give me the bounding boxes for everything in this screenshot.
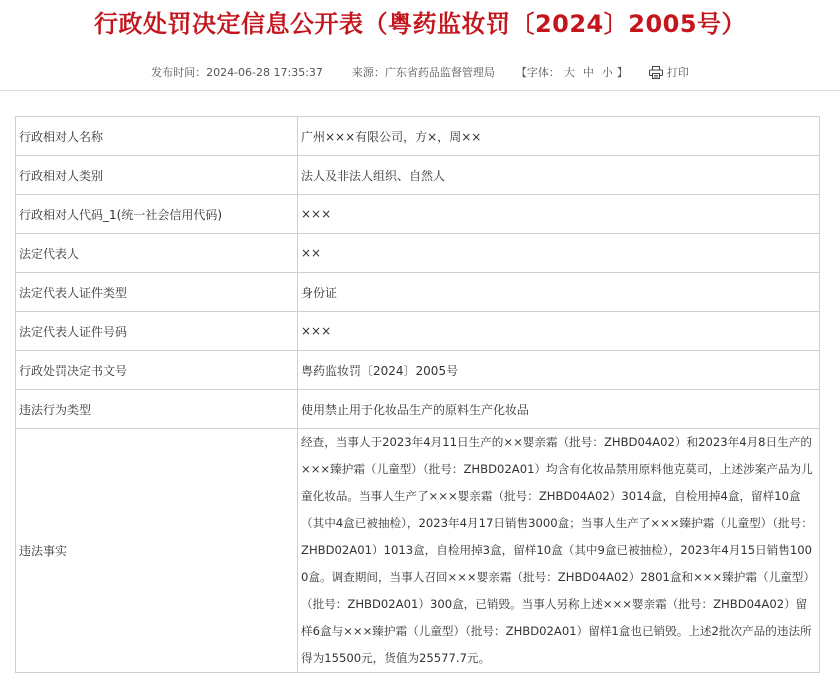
row-label: 行政相对人类别 [16,156,298,195]
font-size-small-button[interactable]: 小 [601,66,613,79]
row-value: ××× [298,312,820,351]
table-row [16,156,820,195]
penalty-info-table [15,116,820,673]
row-value: 使用禁止用于化妆品生产的原料生产化妆品 [298,390,820,429]
table-row [16,234,820,273]
printer-icon [649,66,663,79]
row-label: 法定代表人 [16,234,298,273]
source-value: 广东省药品监督管理局 [384,66,495,79]
row-value: 粤药监妆罚〔2024〕2005号 [298,351,820,390]
font-size-medium-button[interactable]: 中 [582,66,594,79]
table-row [16,351,820,390]
table-row [16,195,820,234]
page-title: 行政处罚决定信息公开表（粤药监妆罚〔2024〕2005号） [93,10,747,38]
table-row [16,117,820,156]
row-label: 违法事实 [16,429,298,673]
font-size-suffix: 】 [616,66,628,79]
row-label: 行政相对人名称 [16,117,298,156]
publish-time-label: 发布时间： [151,66,207,79]
table-row [16,390,820,429]
row-value: 经查，当事人于2023年4月11日生产的××婴亲霜（批号：ZHBD04A02）和2023年4月8日生产的×××臻护霜（儿童型）（批号：ZHBD02A01）均含有化妆品禁用原料他克莫司，上述涉案产品为儿童化妆品。当事人生产了×××婴亲霜（批号：ZHBD04A02）3014盒，自检用掉4盒，留样10盒（其中4盒已被抽检），2023年4月17日销售3000盒；当事人生产了×××臻护霜（儿童型）（批号：ZHBD02A01）1013盒，自检用掉3盒，留样10盒（其中9盒已被抽检），2023年4月15日销售1000盒。调查期间，当事人召回×××婴亲霜（批号：ZHBD04A02）2801盒和×××臻护霜（儿童型）（批号：ZHBD02A01）300盒，已销毁。当事人另称上述×××婴亲霜（批号：ZHBD04A02）留样6盒与×××臻护霜（儿童型）（批号：ZHBD02A01）留样1盒也已销毁。上述2批次产品的违法所得为15500元，货值为25577.7元。 [298,429,820,673]
article-meta [0,64,840,80]
row-label: 行政相对人代码_1(统一社会信用代码) [16,195,298,234]
font-size-prefix: 【字体： [515,66,560,79]
table-row [16,312,820,351]
row-label: 行政处罚决定书文号 [16,351,298,390]
row-label: 法定代表人证件类型 [16,273,298,312]
row-label: 违法行为类型 [16,390,298,429]
row-value: 广州×××有限公司，方×，周×× [298,117,820,156]
header-divider [0,90,840,91]
table-row [16,273,820,312]
row-value: ××× [298,195,820,234]
row-value: 法人及非法人组织、自然人 [298,156,820,195]
row-value: 身份证 [298,273,820,312]
row-label: 法定代表人证件号码 [16,312,298,351]
source-label: 来源： [351,66,385,79]
publish-time: 2024-06-28 17:35:37 [206,65,323,79]
print-button[interactable] [649,64,689,80]
print-label: 打印 [666,66,689,79]
row-value: ×× [298,234,820,273]
font-size-large-button[interactable]: 大 [563,66,575,79]
table-row [16,429,820,673]
